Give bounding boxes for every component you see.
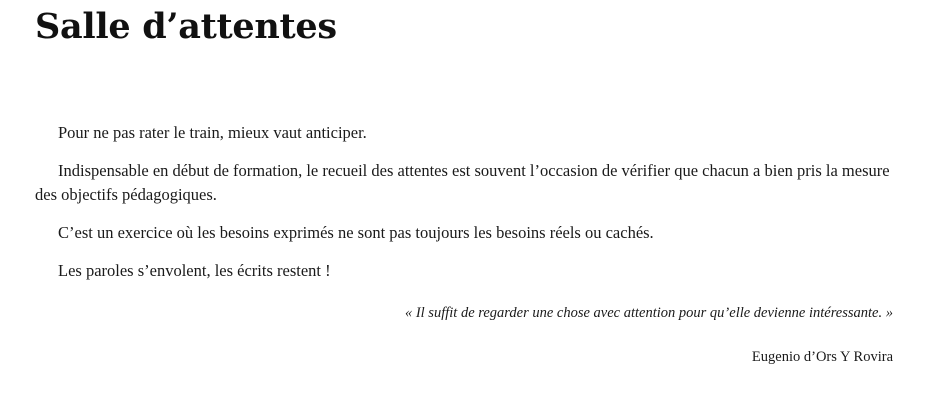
paragraph-needs: C’est un exercice où les besoins exprimés ne sont pas toujours les besoins réels ou cachés. bbox=[58, 223, 654, 242]
paragraph-expectations: Indispensable en début de formation, le recueil des attentes est souvent l’occasion de vérifier que chacun a bien pris la mesure des objectifs pédagogiques. bbox=[35, 161, 890, 204]
quote-author: Eugenio d’Ors Y Rovira bbox=[751, 349, 893, 365]
paragraph-intro: Pour ne pas rater le train, mieux vaut anticiper. bbox=[58, 123, 367, 142]
quote-text: « Il suffit de regarder une chose avec attention pour qu’elle devienne intéressante. » bbox=[404, 305, 893, 321]
body-text bbox=[35, 121, 893, 297]
paragraph-writings: Les paroles s’envolent, les écrits restent ! bbox=[58, 261, 331, 280]
page-title: Salle d’attentes bbox=[35, 6, 337, 47]
